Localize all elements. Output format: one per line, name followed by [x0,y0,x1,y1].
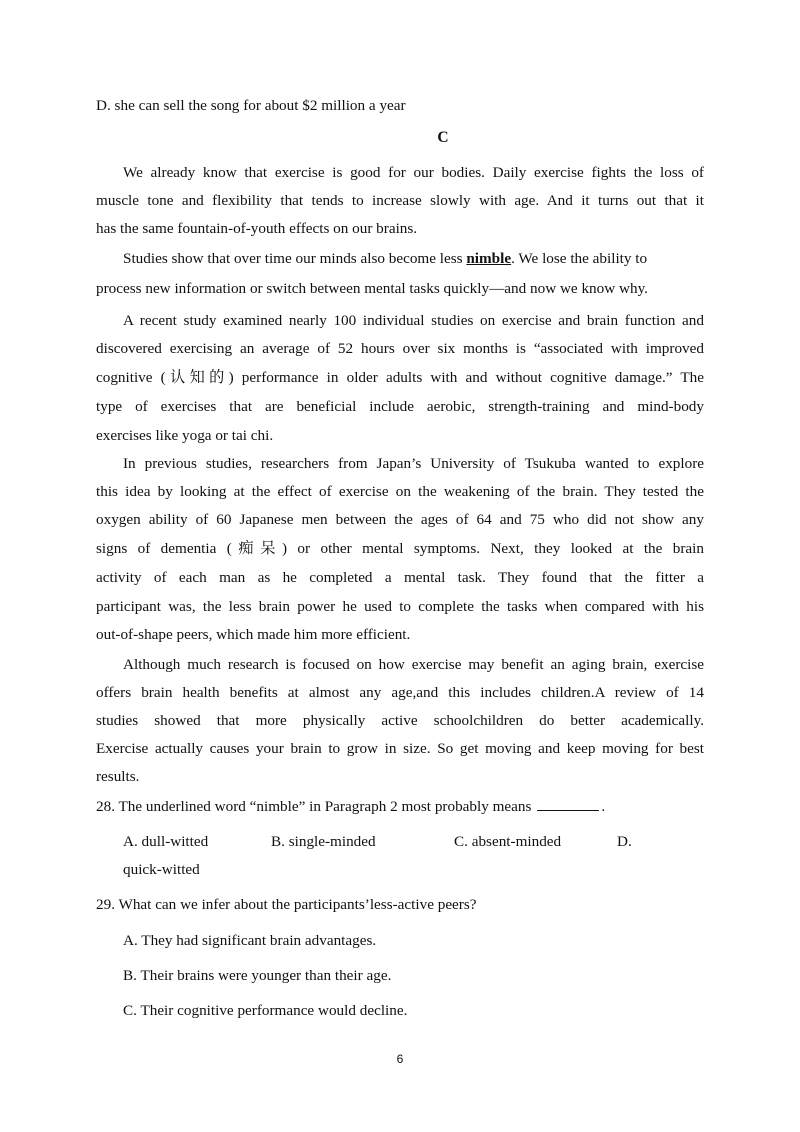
p2-line-1 [123,249,693,269]
answer-blank [537,798,599,811]
p5-line-4: Exercise actually causes your brain to grow in size. So get moving and keep moving for best [96,740,704,757]
p3-line-4: type of exercises that are beneficial include aerobic, strength-training and mind-body [96,398,704,415]
p4-line-6: participant was, the less brain power he used to complete the tasks when compared with his [96,598,704,615]
p4-line-2: this idea by looking at the effect of exercise on the weakening of the brain. They tested the [96,483,704,500]
p5-line-2: offers brain health benefits at almost any age,and this includes children.A review of 14 [96,684,704,701]
p5-line-3: studies showed that more physically active schoolchildren do better academically. [96,712,704,729]
p4-line-4: signs of dementia (痴呆) or other mental symptoms. Next, they looked at the brain [96,540,704,557]
p3-line-1: A recent study examined nearly 100 individual studies on exercise and brain function and [123,312,704,329]
p1-line-2: muscle tone and flexibility that tends to increase slowly with age. And it turns out that it [96,192,704,209]
section-heading: C [437,129,449,146]
p4-line-5: activity of each man as he completed a mental task. They found that the fitter a [96,569,704,586]
q28-stem: 28. The underlined word “nimble” in Paragraph 2 most probably means [96,798,532,815]
p2-line-2: process new information or switch between mental tasks quickly—and now we know why. [96,280,648,297]
p3-line-5: exercises like yoga or tai chi. [96,427,274,444]
previous-question-option-d: D. she can sell the song for about $2 million a year [96,97,406,114]
question-28 [96,797,704,817]
p3-line-2: discovered exercising an average of 52 hours over six months is “associated with improved [96,340,704,357]
q28-option-d: D. [617,833,632,850]
p2-text-before: Studies show that over time our minds also become less [123,250,467,267]
q28-end: . [601,798,606,815]
p5-line-1: Although much research is focused on how exercise may benefit an aging brain, exercise [123,656,704,673]
p5-line-5: results. [96,768,140,785]
q29-option-a: A. They had significant brain advantages. [123,932,377,949]
p1-line-3: has the same fountain-of-youth effects on our brains. [96,220,418,237]
keyword-nimble: nimble [466,250,512,267]
q28-option-c: C. absent-minded [454,833,562,850]
p3-line-3: cognitive (认知的) performance in older adults with and without cognitive damage.” The [96,369,704,386]
p4-line-3: oxygen ability of 60 Japanese men between the ages of 64 and 75 who did not show any [96,511,704,528]
p1-line-1: We already know that exercise is good for our bodies. Daily exercise fights the loss of [123,164,704,181]
q28-option-d-text: quick-witted [123,861,200,878]
q29-option-b: B. Their brains were younger than their age. [123,967,392,984]
p4-line-7: out-of-shape peers, which made him more efficient. [96,626,411,643]
q28-option-b: B. single-minded [271,833,376,850]
q28-option-a: A. dull-witted [123,833,209,850]
question-29: 29. What can we infer about the participants’less-active peers? [96,896,477,913]
p4-line-1: In previous studies, researchers from Japan’s University of Tsukuba wanted to explore [123,455,704,472]
page-number: 6 [396,1052,404,1066]
q29-option-c: C. Their cognitive performance would decline. [123,1002,408,1019]
p2-text-after: . We lose the ability to [511,250,648,267]
